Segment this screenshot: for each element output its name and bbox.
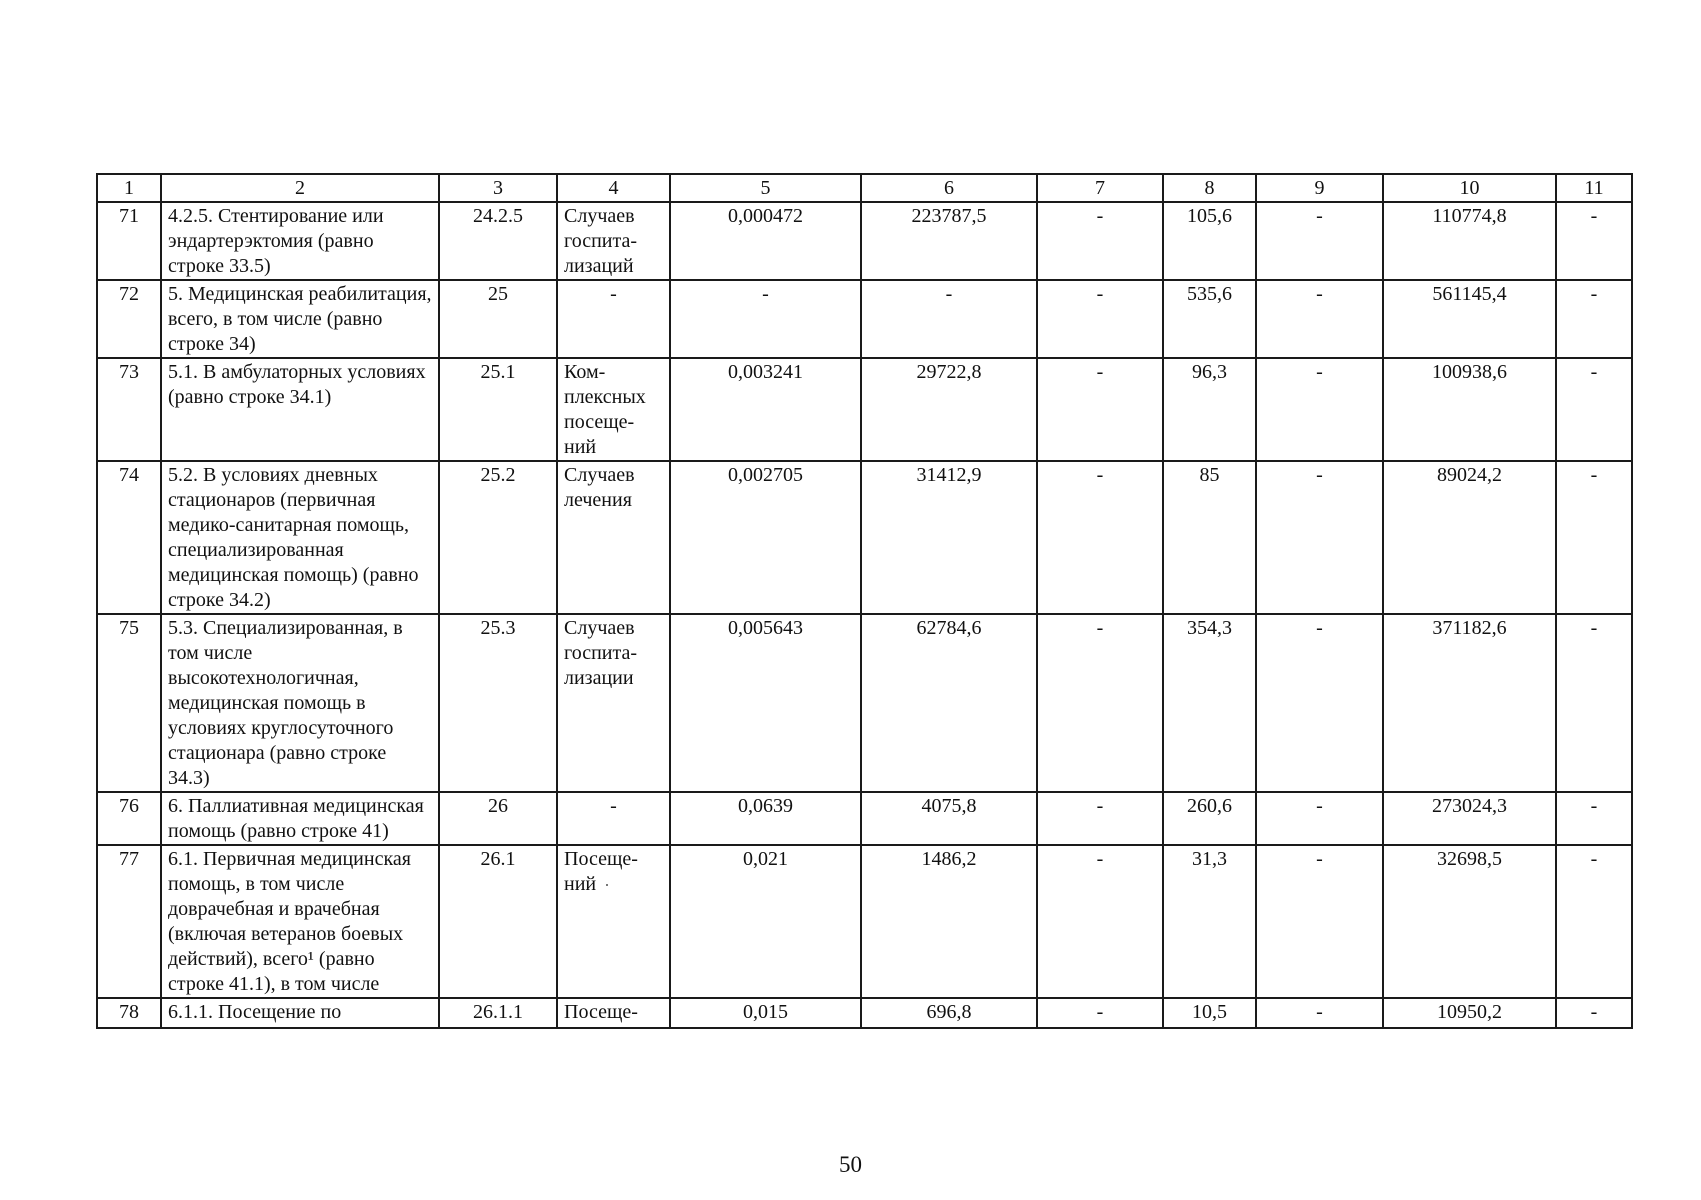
value-cell: 371182,6 <box>1383 614 1556 792</box>
table-row <box>97 202 1632 280</box>
value-cell: - <box>1256 792 1383 845</box>
column-header: 5 <box>670 174 861 202</box>
value-cell: 62784,6 <box>861 614 1037 792</box>
value-cell: 89024,2 <box>1383 461 1556 614</box>
value-cell: 260,6 <box>1163 792 1256 845</box>
table-row <box>97 792 1632 845</box>
column-header: 7 <box>1037 174 1163 202</box>
row-number-cell: 71 <box>97 202 161 280</box>
scan-speck <box>606 884 608 886</box>
value-cell: 561145,4 <box>1383 280 1556 358</box>
value-cell: - <box>1556 614 1632 792</box>
row-number-cell: 72 <box>97 280 161 358</box>
cell-text: 0,015 <box>743 1001 788 1023</box>
table-row <box>97 280 1632 358</box>
table-row <box>97 845 1632 998</box>
data-table <box>96 173 1633 1029</box>
column-header: 6 <box>861 174 1037 202</box>
value-cell: 0,005643 <box>670 614 861 792</box>
value-cell: 0,003241 <box>670 358 861 461</box>
table-row <box>97 358 1632 461</box>
value-cell: - <box>1256 614 1383 792</box>
cell-text: 6.1.1. Посещение по <box>168 1001 342 1023</box>
value-cell <box>1037 998 1163 1028</box>
row-number-cell: 75 <box>97 614 161 792</box>
value-cell: 4075,8 <box>861 792 1037 845</box>
row-number-cell: 73 <box>97 358 161 461</box>
value-cell: - <box>1037 461 1163 614</box>
line-code-cell: 25.3 <box>439 614 557 792</box>
column-header: 11 <box>1556 174 1632 202</box>
value-cell: 85 <box>1163 461 1256 614</box>
value-cell: - <box>1037 358 1163 461</box>
value-cell: - <box>1556 202 1632 280</box>
value-cell: 0,002705 <box>670 461 861 614</box>
value-cell: 354,3 <box>1163 614 1256 792</box>
row-number-cell: 77 <box>97 845 161 998</box>
column-header: 3 <box>439 174 557 202</box>
unit-cell: - <box>557 792 670 845</box>
row-name-cell: 5.1. В амбулаторных условиях (равно строке 34.1) <box>161 358 439 461</box>
cell-text: 10,5 <box>1192 1001 1227 1023</box>
value-cell: - <box>1556 792 1632 845</box>
value-cell: - <box>1556 461 1632 614</box>
value-cell: 535,6 <box>1163 280 1256 358</box>
value-cell: - <box>1556 280 1632 358</box>
line-code-cell: 25 <box>439 280 557 358</box>
row-name-cell: 5.3. Специализированная, в том числе высокотехнологичная, медицинская помощь в условиях круглосуточного стационара (равно строке 34.3) <box>161 614 439 792</box>
value-cell: 273024,3 <box>1383 792 1556 845</box>
page-number: 50 <box>839 1152 862 1177</box>
value-cell: - <box>1256 358 1383 461</box>
unit-cell: Ком-плексных посеще-ний <box>557 358 670 461</box>
value-cell: 32698,5 <box>1383 845 1556 998</box>
value-cell: 100938,6 <box>1383 358 1556 461</box>
value-cell: - <box>1256 280 1383 358</box>
value-cell: 110774,8 <box>1383 202 1556 280</box>
line-code-cell <box>439 998 557 1028</box>
line-code-cell: 26 <box>439 792 557 845</box>
value-cell <box>670 998 861 1028</box>
line-code-cell: 24.2.5 <box>439 202 557 280</box>
unit-cell: Случаев госпита-лизаций <box>557 202 670 280</box>
line-code-cell: 25.1 <box>439 358 557 461</box>
value-cell <box>1556 998 1632 1028</box>
value-cell: 223787,5 <box>861 202 1037 280</box>
row-name-cell: 4.2.5. Стентирование или эндартерэктомия (равно строке 33.5) <box>161 202 439 280</box>
row-name-cell: 6.1. Первичная медицинская помощь, в том числе доврачебная и врачебная (включая ветеранов боевых действий), всего¹ (равно строке 41.1), в том числе <box>161 845 439 998</box>
value-cell: 0,000472 <box>670 202 861 280</box>
unit-cell: Случаев госпита-лизации <box>557 614 670 792</box>
value-cell: 31,3 <box>1163 845 1256 998</box>
value-cell: 29722,8 <box>861 358 1037 461</box>
value-cell: - <box>1037 280 1163 358</box>
table-row <box>97 614 1632 792</box>
value-cell: 0,021 <box>670 845 861 998</box>
value-cell <box>1383 998 1556 1028</box>
column-header: 2 <box>161 174 439 202</box>
unit-cell <box>557 845 670 998</box>
value-cell: 96,3 <box>1163 358 1256 461</box>
value-cell: 31412,9 <box>861 461 1037 614</box>
cell-text: - <box>1316 1001 1323 1023</box>
column-header: 8 <box>1163 174 1256 202</box>
unit-cell: Случаев лечения <box>557 461 670 614</box>
value-cell: - <box>1037 202 1163 280</box>
value-cell: - <box>861 280 1037 358</box>
column-header: 9 <box>1256 174 1383 202</box>
line-code-cell: 25.2 <box>439 461 557 614</box>
header-row <box>97 174 1632 202</box>
unit-cell: - <box>557 280 670 358</box>
row-number-cell <box>97 998 161 1028</box>
table-row <box>97 461 1632 614</box>
cell-text: 78 <box>119 1001 139 1023</box>
row-name-cell: 6. Паллиативная медицинская помощь (равно строке 41) <box>161 792 439 845</box>
cell-text: - <box>1590 1001 1598 1023</box>
value-cell <box>1163 998 1256 1028</box>
row-name-cell <box>161 998 439 1028</box>
cell-text: Посеще- <box>564 1001 638 1023</box>
row-name-cell: 5. Медицинская реабилитация, всего, в том числе (равно строке 34) <box>161 280 439 358</box>
column-header: 10 <box>1383 174 1556 202</box>
value-cell: 0,0639 <box>670 792 861 845</box>
value-cell: - <box>1256 845 1383 998</box>
unit-cell <box>557 998 670 1028</box>
cell-text: - <box>1096 1001 1104 1023</box>
value-cell: - <box>1256 461 1383 614</box>
value-cell: - <box>1556 845 1632 998</box>
value-cell: - <box>1037 792 1163 845</box>
value-cell: - <box>1037 845 1163 998</box>
value-cell <box>1256 998 1383 1028</box>
cell-text: 696,8 <box>926 1001 972 1023</box>
value-cell: - <box>1037 614 1163 792</box>
column-header: 1 <box>97 174 161 202</box>
row-number-cell: 74 <box>97 461 161 614</box>
value-cell: 105,6 <box>1163 202 1256 280</box>
column-header: 4 <box>557 174 670 202</box>
value-cell <box>861 998 1037 1028</box>
line-code-cell: 26.1 <box>439 845 557 998</box>
row-name-cell: 5.2. В условиях дневных стационаров (первичная медико-санитарная помощь, специализированная медицинская помощь) (равно строке 34.2) <box>161 461 439 614</box>
value-cell: 1486,2 <box>861 845 1037 998</box>
value-cell: - <box>670 280 861 358</box>
cell-text: 26.1.1 <box>473 1001 523 1023</box>
value-cell: - <box>1256 202 1383 280</box>
row-number-cell: 76 <box>97 792 161 845</box>
value-cell: - <box>1556 358 1632 461</box>
table-row <box>97 998 1632 1028</box>
cell-text: 10950,2 <box>1437 1001 1502 1023</box>
unit-text: Посеще-ний <box>564 848 638 895</box>
